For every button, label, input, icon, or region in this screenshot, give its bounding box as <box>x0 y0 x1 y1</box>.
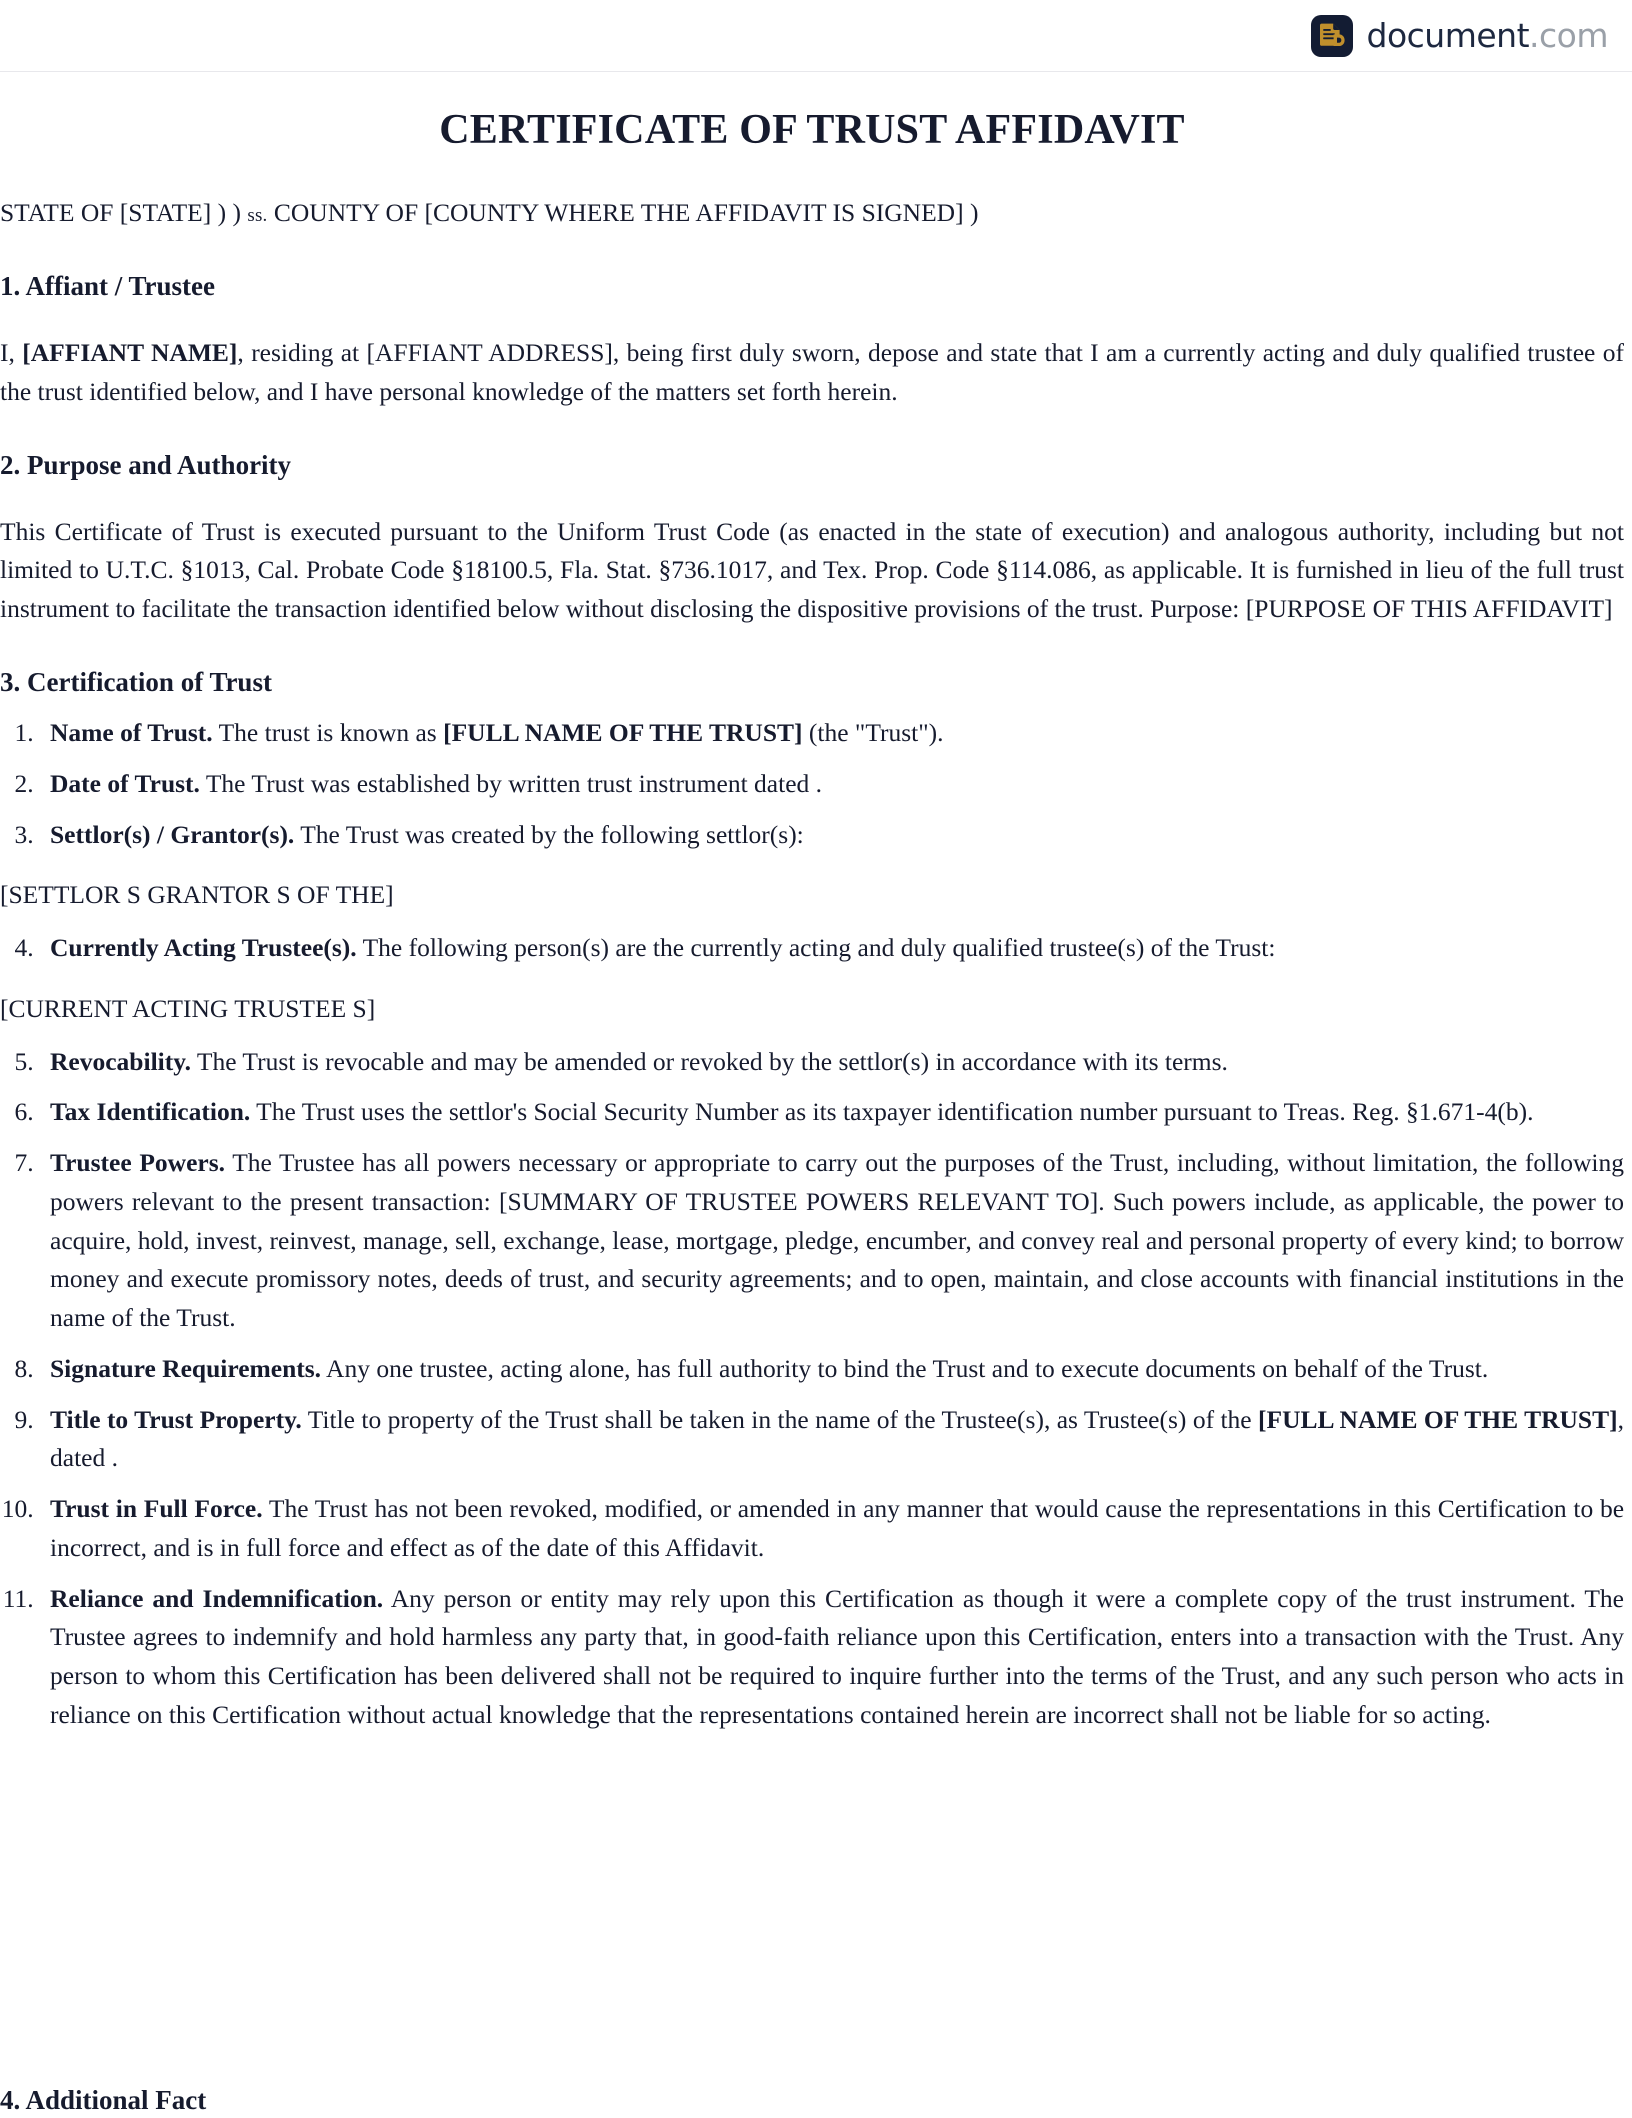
item-label: Settlor(s) / Grantor(s). <box>50 819 295 849</box>
item-text-before: The Trust was created by the following settlor(s): <box>294 819 804 849</box>
section-paragraph-purpose-authority: This Certificate of Trust is executed pursuant to the Uniform Trust Code (as enacted in the state of execution) and analogous authority, including but not limited to U.T.C. §1013, Cal. Probate Code §18100.5, Fla. Stat. §736.1017, and Tex. Prop. Code §114.086, as applicable. It is furnished in lieu of the full trust instrument to facilitate the transaction identified below without disclosing the dispositive provisions of the trust. Purpose: [PURPOSE OF THIS AFFIDAVIT] <box>0 516 1624 624</box>
certification-list-continued-remainder <box>0 1043 1624 1735</box>
list-item <box>40 765 1624 804</box>
certification-list-continued-trustees <box>0 929 1624 968</box>
item-text-before: The Trust is revocable and may be amended or revoked by the settlor(s) in accordance with its terms. <box>190 1046 1228 1076</box>
page-title: CERTIFICATE OF TRUST AFFIDAVIT <box>439 107 1185 153</box>
section-heading-purpose-authority: 2. Purpose and Authority <box>0 449 292 480</box>
item-text-after: , dated . <box>50 1404 1624 1473</box>
item-label: Currently Acting Trustee(s). <box>50 933 357 963</box>
item-text-before: The Trust was established by written trust instrument dated . <box>199 768 823 798</box>
list-item <box>40 1490 1624 1568</box>
item-label: Revocability. <box>50 1046 191 1076</box>
section-heading-additional-facts-cutoff: 4. Additional Fact <box>0 2085 207 2115</box>
item-text-after: (the "Trust"). <box>802 718 944 748</box>
item-text-before: The following person(s) are the currently acting and duly qualified trustee(s) of the Trust: <box>356 933 1276 963</box>
venue-line <box>0 194 1624 233</box>
brand-tld: .com <box>1529 16 1608 55</box>
item-text-before: Any one trustee, acting alone, has full authority to bind the Trust and to execute documents on behalf of the Trust. <box>321 1353 1489 1383</box>
item-text-before: Any person or entity may rely upon this Certification as though it were a complete copy of the trust instrument. The Trustee agrees to indemnify and hold harmless any party that, in good-faith reliance upon this Certification, enters into a transaction with the Trust. Any person to whom this Certification has been delivered shall not be required to inquire further into the terms of the Trust, and any such person who acts in reliance on this Certification without actual knowledge that the representations contained herein are incorrect shall not be liable for so acting. <box>50 1583 1625 1729</box>
item-text-before: The trust is known as <box>212 718 444 748</box>
brand-logo[interactable] <box>1311 15 1608 57</box>
item-text-before: Title to property of the Trust shall be taken in the name of the Trustee(s), as Trustee(s) of the <box>301 1404 1259 1434</box>
certification-list <box>0 714 1624 854</box>
brand-text <box>1366 16 1608 55</box>
item-label: Trustee Powers. <box>50 1148 226 1178</box>
document-body <box>0 106 1632 1735</box>
document-logo-icon <box>1311 15 1353 57</box>
section-heading-affiant-trustee: 1. Affiant / Trustee <box>0 271 215 302</box>
venue-ss: ss. <box>247 205 268 227</box>
section-paragraph-affiant-trustee <box>0 334 1624 412</box>
item-label: Reliance and Indemnification. <box>50 1583 384 1613</box>
item-label: Tax Identification. <box>50 1097 251 1127</box>
item-bold-inline: [FULL NAME OF THE TRUST] <box>1258 1404 1618 1434</box>
list-item <box>40 1093 1624 1132</box>
list-item <box>40 816 1624 855</box>
brand-word: document <box>1366 16 1530 55</box>
item-bold-inline: [FULL NAME OF THE TRUST] <box>443 718 803 748</box>
section-heading-certification-of-trust: 3. Certification of Trust <box>0 666 272 697</box>
item-label: Signature Requirements. <box>50 1353 322 1383</box>
list-item <box>40 929 1624 968</box>
item-text-before: The Trustee has all powers necessary or appropriate to carry out the purposes of the Trust, including, without limitation, the following powers relevant to the present transaction: [SUMMARY OF TRUSTEE POWERS RELEVANT TO]. Such powers include, as applicable, the power to acquire, hold, invest, reinvest, manage, sell, exchange, lease, mortgage, pledge, encumber, and convey real and personal property of every kind; to borrow money and execute promissory notes, deeds of trust, and security agreements; and to open, maintain, and close accounts with financial institutions in the name of the Trust. <box>50 1148 1625 1333</box>
affiant-rest: , residing at [AFFIANT ADDRESS], being first duly sworn, depose and state that I am a currently acting and duly qualified trustee of the trust identified below, and I have personal knowledge of the matters set forth herein. <box>0 338 1624 406</box>
site-header <box>0 0 1632 72</box>
affiant-name-placeholder: [AFFIANT NAME] <box>22 338 238 368</box>
placeholder-settlors: [SETTLOR S GRANTOR S OF THE] <box>0 880 394 910</box>
item-label: Title to Trust Property. <box>50 1404 302 1434</box>
list-item <box>40 1401 1624 1479</box>
affiant-lead: I, <box>0 338 23 368</box>
item-label: Trust in Full Force. <box>50 1494 263 1524</box>
venue-prefix: STATE OF [STATE] ) ) <box>0 198 241 228</box>
list-item <box>40 1144 1624 1338</box>
list-item <box>40 1580 1624 1735</box>
item-text-before: The Trust uses the settlor's Social Security Number as its taxpayer identification number pursuant to Treas. Reg. §1.671-4(b). <box>250 1097 1534 1127</box>
list-item <box>40 1350 1624 1389</box>
list-item <box>40 1043 1624 1082</box>
list-item <box>40 714 1624 753</box>
placeholder-trustees: [CURRENT ACTING TRUSTEE S] <box>0 993 376 1023</box>
item-label: Date of Trust. <box>50 768 200 798</box>
item-text-before: The Trust has not been revoked, modified, or amended in any manner that would cause the representations in this Certification to be incorrect, and is in full force and effect as of the date of this Affidavit. <box>50 1494 1625 1562</box>
item-label: Name of Trust. <box>50 718 213 748</box>
venue-suffix: COUNTY OF [COUNTY WHERE THE AFFIDAVIT IS SIGNED] ) <box>273 198 979 228</box>
